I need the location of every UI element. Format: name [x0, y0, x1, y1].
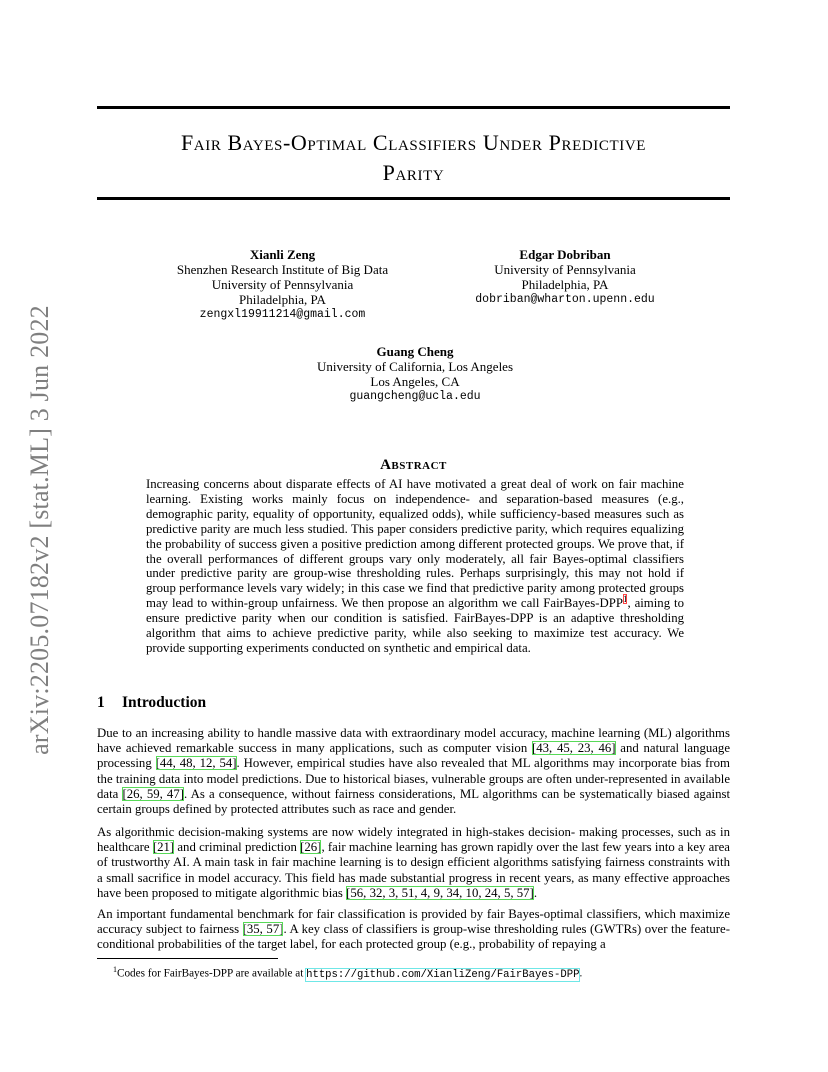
citation-link[interactable]: [43, 45, 23, 46]	[531, 741, 616, 756]
title-rule-top	[97, 106, 730, 109]
author-location: Philadelphia, PA	[239, 292, 326, 307]
title-rule-bottom	[97, 197, 730, 200]
abstract-text-part-2: , aiming to ensure predictive parity when our condition is satisfied. FairBayes-DPP is an adaptive thresholding algorithm that aims to achieve predictive parity, while also seeking to maximize test accuracy. We provide supporting experiments conducted on synthetic and empirical data.	[146, 596, 684, 655]
paragraph-text: . A key class of classifiers is group-wise thresholding rules (GWTRs) over the feature-conditional probabilities of the target label, for each protected group (e.g., probability of repaying a	[97, 922, 730, 952]
abstract-text-part-1: Increasing concerns about disparate effects of AI have motivated a great deal of work on fair machine learning. Existing works mainly focus on independence- and separation-based measures (e.g., demographic parity, equality of opportunity, equalized odds), while sufficiency-based measures such as predictive parity are much less studied. This paper considers predictive parity, which requires equalizing the probability of success given a positive prediction among different protected groups. We prove that, if the overall performances of different groups vary only moderately, all fair Bayes-optimal classifiers under predictive parity are group-wise thresholding rules. Perhaps surprisingly, this may not hold if group performance levels vary widely; in this case we find that predictive parity among protected groups may lead to within-group unfairness. We then propose an algorithm we call FairBayes-DPP	[146, 477, 684, 611]
paragraph-text: . As a consequence, without fairness considerations, ML algorithms can be systematically biased against certain groups defined by protected attributes such as race and gender.	[97, 786, 730, 817]
author-affiliation: University of California, Los Angeles	[316, 359, 514, 374]
citation-link[interactable]: [21]	[152, 840, 175, 855]
paper-title-line-1: Fair Bayes-Optimal Classifiers Under Predictive	[180, 130, 647, 155]
author-affiliation: University of Pennsylvania	[211, 277, 354, 292]
intro-paragraph-1	[97, 726, 730, 817]
author-block-cheng	[290, 344, 540, 404]
citation-link[interactable]: [56, 32, 3, 51, 4, 9, 34, 10, 24, 5, 57]	[346, 885, 534, 900]
paragraph-text: , fair machine learning has grown rapidly over the last few years into a key area of trustworthy AI. A main task in fair machine learning is to design efficient algorithms satisfying fairness constraints with a small sacrifice in model accuracy. This field has made substantial progress in recent years, as many effective approaches have been proposed to mitigate algorithmic bias	[97, 840, 730, 900]
paragraph-text: An important fundamental benchmark for fair classification is provided by fair Bayes-optimal classifiers, which maximize accuracy subject to fairness	[97, 907, 730, 937]
abstract-heading: Abstract	[380, 457, 447, 473]
author-block-dobriban	[460, 247, 670, 307]
author-block-zeng	[160, 247, 405, 322]
arxiv-identifier-text: arXiv:2205.07182v2 [stat.ML] 3 Jun 2022	[25, 305, 54, 755]
author-name: Edgar Dobriban	[519, 247, 611, 262]
paragraph-text: As algorithmic decision-making systems are now widely integrated in high-stakes decision- making processes, such as in healthcare	[97, 825, 730, 855]
paper-title-line-2: Parity	[382, 160, 445, 185]
footnote-reference-link[interactable]: 1	[622, 593, 628, 604]
citation-link[interactable]: [26, 59, 47]	[122, 786, 184, 801]
abstract-text	[146, 477, 684, 656]
author-affiliation: Shenzhen Research Institute of Big Data	[176, 262, 389, 277]
footnote-end: .	[579, 967, 583, 980]
paragraph-text: Due to an increasing ability to handle massive data with extraordinary model accuracy, machine learning (ML) algorithms have achieved remarkable success in many applications, such as computer vision	[97, 726, 730, 756]
author-email[interactable]: zengxl19911214@gmail.com	[199, 308, 366, 321]
footnote-mark: 1	[113, 965, 117, 974]
section-number: 1	[97, 694, 105, 711]
section-title: Introduction	[122, 694, 207, 711]
author-affiliation: University of Pennsylvania	[494, 262, 636, 277]
paragraph-text: and natural language processing	[97, 741, 730, 771]
paragraph-text: . However, empirical studies have also revealed that ML algorithms may incorporate bias from the training data into model predictions. Due to historical biases, vulnerable groups are often under-represented in available data	[97, 756, 730, 801]
author-location: Philadelphia, PA	[521, 277, 609, 292]
paragraph-text: .	[533, 885, 538, 900]
author-name: Guang Cheng	[376, 344, 454, 359]
intro-paragraph-2	[97, 825, 730, 901]
footnote-url-link[interactable]: https://github.com/XianliZeng/FairBayes-DPP	[306, 968, 580, 981]
author-email[interactable]: guangcheng@ucla.edu	[349, 390, 481, 403]
citation-link[interactable]: [44, 48, 12, 54]	[155, 756, 237, 771]
citation-link[interactable]: [26]	[300, 840, 322, 855]
footnote-text: Codes for FairBayes-DPP are available at	[117, 967, 307, 980]
intro-paragraph-3	[97, 907, 730, 953]
citation-link[interactable]: [35, 57]	[242, 922, 284, 937]
author-location: Los Angeles, CA	[370, 374, 460, 389]
footnote-rule	[97, 958, 278, 959]
paragraph-text: and criminal prediction	[174, 840, 301, 855]
footnote	[113, 963, 582, 982]
author-name: Xianli Zeng	[249, 247, 316, 262]
section-heading-introduction	[97, 694, 206, 712]
author-email[interactable]: dobriban@wharton.upenn.edu	[475, 293, 655, 306]
paper-title	[97, 128, 730, 188]
